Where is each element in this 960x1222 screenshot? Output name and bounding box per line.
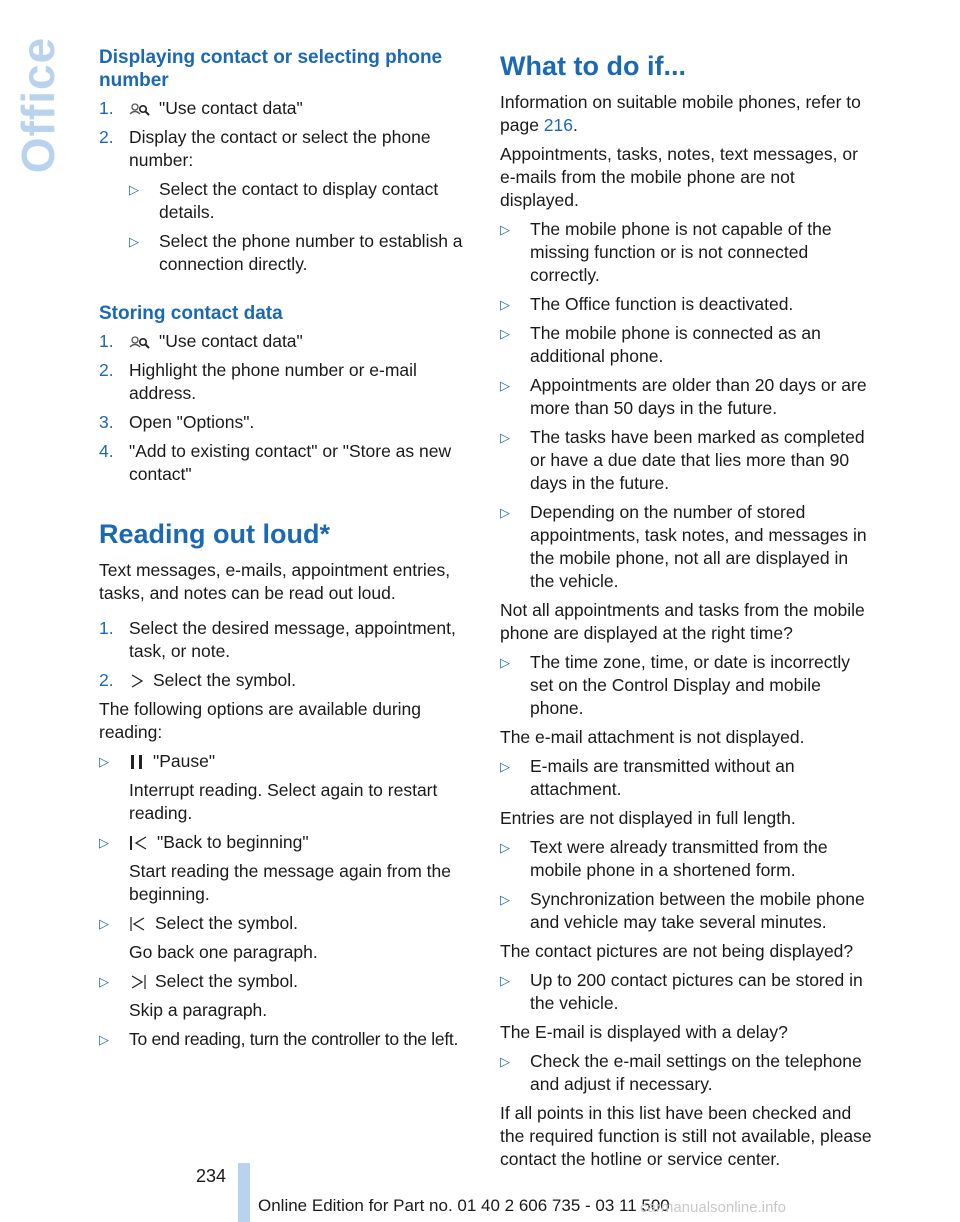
left-column [99,46,474,1057]
side-tab [12,36,64,174]
side-tab-label: Office [12,36,64,174]
footer-accent-bar [238,1163,250,1222]
item-text: "Use contact data" [159,98,303,118]
bullet-icon: ▷ [500,378,510,393]
bullet-icon: ▷ [129,234,139,249]
item-text: The time zone, time, or date is incorrectly set on the Control Display and mobile phone. [530,652,850,718]
back-to-beginning-icon [129,835,149,851]
bullet-icon: ▷ [99,1032,109,1047]
item-text: Text were already transmitted from the mobile phone in a shortened form. [530,837,828,880]
closing-paragraph: If all points in this list have been checked and the required function is still not available, please contact the hotline or service center. [500,1103,872,1169]
option-description: Start reading the message again from the beginning. [129,861,451,904]
question: Appointments, tasks, notes, text messages, or e-mails from the mobile phone are not displayed. [500,144,858,210]
bullet-icon: ▷ [129,182,139,197]
bullet-icon: ▷ [500,430,510,445]
bullet-icon: ▷ [500,297,510,312]
previous-paragraph-icon [129,916,147,932]
option-item [99,1028,474,1051]
item-number: 2. [99,670,114,690]
bullet-icon: ▷ [500,759,510,774]
bullet-icon: ▷ [500,840,510,855]
option-item [99,831,474,906]
sub-list-item [129,230,474,276]
item-text: Display the contact or select the phone number: [129,127,431,170]
section-title-reading-out-loud: Reading out loud* [99,519,330,549]
option-label: "Back to beginning" [157,832,309,852]
list-item [99,97,474,120]
item-text: Highlight the phone number or e-mail address. [129,360,417,403]
list-item [500,374,875,420]
paragraph: The following options are available during reading: [99,699,422,742]
bullet-icon: ▷ [99,835,109,850]
item-text: Open "Options". [129,412,255,432]
bullet-icon: ▷ [500,655,510,670]
paragraph: Text messages, e-mails, appointment entries, tasks, and notes can be read out loud. [99,560,451,603]
list-item [500,426,875,495]
item-number: 1. [99,331,114,351]
contact-data-icon [129,334,151,350]
right-column [500,46,875,1177]
option-item [99,750,474,825]
option-label: "Pause" [153,751,216,771]
item-text: To end reading, turn the controller to the left. [129,1029,459,1049]
list-item [500,651,875,720]
item-text: E-mails are transmitted without an attachment. [530,756,795,799]
next-paragraph-icon [129,974,147,990]
list-item [99,411,474,434]
item-text: The mobile phone is not capable of the missing function or is not connected correctly. [530,219,832,285]
item-text: Select the phone number to establish a connection directly. [159,231,463,274]
item-text: The tasks have been marked as completed or have a due date that lies more than 90 days in the future. [530,427,865,493]
bullet-icon: ▷ [500,505,510,520]
item-number: 2. [99,127,114,147]
section-title-displaying-contact: Displaying contact or selecting phone number [99,47,443,91]
bullet-icon: ▷ [500,326,510,341]
option-label: Select the symbol. [155,913,298,933]
bullet-icon: ▷ [500,892,510,907]
bullet-icon: ▷ [500,1054,510,1069]
list-item [500,755,875,801]
item-number: 3. [99,412,114,432]
sub-list-item [129,178,474,224]
list-item [500,293,875,316]
list-item [500,888,875,934]
item-text: Synchronization between the mobile phone and vehicle may take several minutes. [530,889,865,932]
list-item [500,501,875,593]
intro-text-end: . [573,115,578,135]
bullet-icon: ▷ [99,754,109,769]
list-item [500,218,875,287]
list-item [99,330,474,353]
item-text: "Use contact data" [159,331,303,351]
list-item [500,836,875,882]
contact-data-icon [129,101,151,117]
item-text: The mobile phone is connected as an additional phone. [530,323,821,366]
watermark: carmanualsonline.info [640,1199,786,1216]
question: Not all appointments and tasks from the mobile phone are displayed at the right time? [500,600,865,643]
question: Entries are not displayed in full length. [500,808,796,828]
item-number: 2. [99,360,114,380]
option-item [99,912,474,964]
option-description: Skip a paragraph. [129,1000,268,1020]
option-description: Interrupt reading. Select again to restart reading. [129,780,438,823]
bullet-icon: ▷ [500,973,510,988]
item-number: 1. [99,98,114,118]
item-text: Appointments are older than 20 days or are more than 50 days in the future. [530,375,867,418]
bullet-icon: ▷ [99,974,109,989]
question: The E-mail is displayed with a delay? [500,1022,788,1042]
list-item [99,617,474,663]
list-item [500,1050,875,1096]
question: The e-mail attachment is not displayed. [500,727,805,747]
item-text: Depending on the number of stored appointments, task notes, and messages in the mobile phone, not all are displayed in the vehicle. [530,502,867,591]
pause-icon [129,754,145,770]
item-number: 4. [99,441,114,461]
option-item [99,970,474,1022]
option-description: Go back one paragraph. [129,942,318,962]
bullet-icon: ▷ [99,916,109,931]
item-text: Up to 200 contact pictures can be stored in the vehicle. [530,970,863,1013]
page-reference-link[interactable]: 216 [543,115,573,135]
item-number: 1. [99,618,114,638]
item-text: Select the desired message, appointment, task, or note. [129,618,456,661]
item-text: Select the symbol. [153,670,296,690]
list-item [500,969,875,1015]
item-text: The Office function is deactivated. [530,294,794,314]
section-title-what-to-do: What to do if... [500,51,686,81]
paragraph [500,91,875,137]
list-item [99,440,474,486]
footer-edition-text: Online Edition for Part no. 01 40 2 606 735 - 03 11 500 [258,1196,670,1215]
question: The contact pictures are not being displayed? [500,941,854,961]
option-label: Select the symbol. [155,971,298,991]
play-icon [129,673,145,689]
intro-text: Information on suitable mobile phones, refer to page [500,92,861,135]
list-item [500,322,875,368]
item-text: "Add to existing contact" or "Store as new contact" [129,441,452,484]
item-text: Select the contact to display contact details. [159,179,439,222]
list-item [99,669,474,692]
item-text: Check the e-mail settings on the telephone and adjust if necessary. [530,1051,862,1094]
bullet-icon: ▷ [500,222,510,237]
section-title-storing-contact: Storing contact data [99,303,283,324]
page-number: 234 [196,1166,227,1186]
list-item [99,126,474,282]
list-item [99,359,474,405]
